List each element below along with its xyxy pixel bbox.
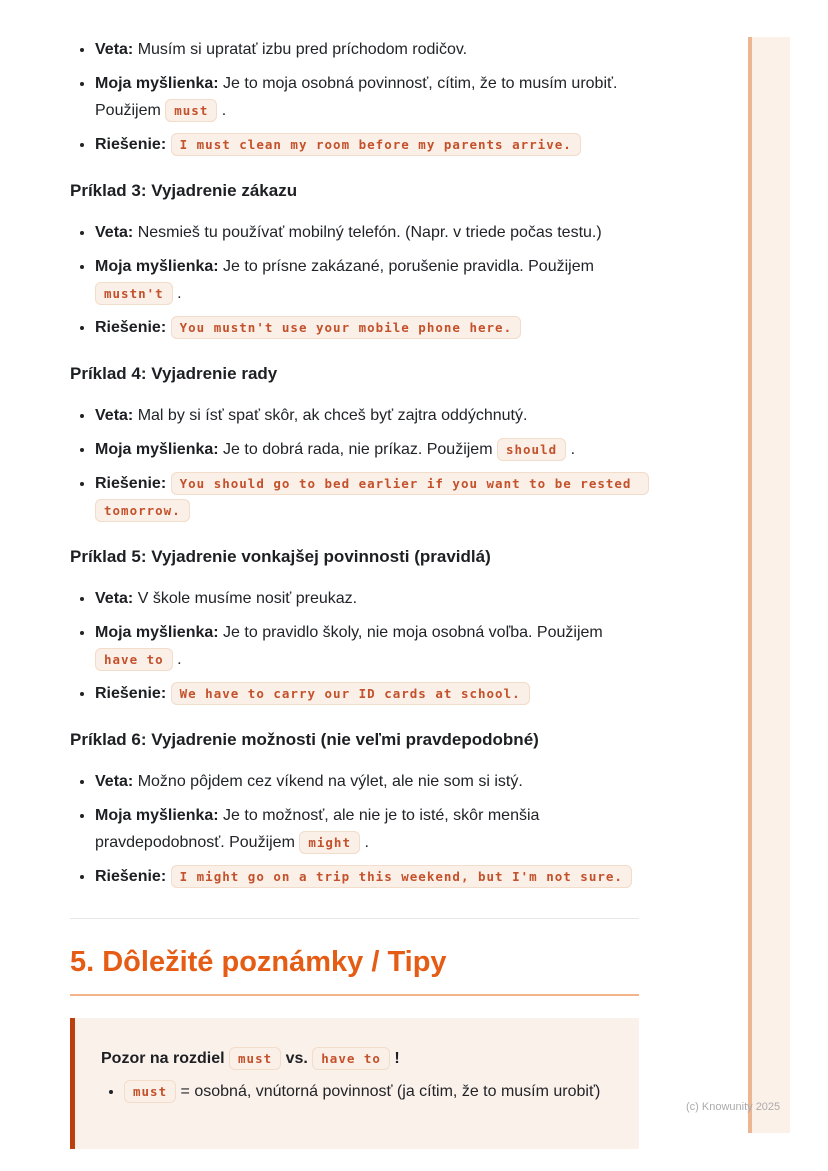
list-item: [95, 863, 639, 890]
bold-label: !: [389, 1050, 400, 1067]
inline-code-chip: must: [229, 1047, 281, 1070]
bold-label: Moja myšlienka:: [95, 624, 219, 641]
bold-label: Pozor na rozdiel: [101, 1050, 230, 1067]
list-item: [95, 585, 639, 612]
text-run: Musím si upratať izbu pred príchodom rodičov.: [133, 41, 468, 58]
text-run: Je to pravidlo školy, nie moja osobná voľba. Použijem: [218, 624, 603, 641]
inline-code-chip: must: [165, 99, 217, 122]
inline-code-chip: might: [299, 831, 360, 854]
list-item: [95, 131, 639, 158]
list-item: [95, 619, 639, 673]
text-run: [166, 868, 170, 885]
bold-label: Moja myšlienka:: [95, 75, 219, 92]
bold-label: Veta:: [95, 224, 134, 241]
inline-code-chip: I must clean my room before my parents arrive.: [171, 133, 581, 156]
example-heading: Príklad 3: Vyjadrenie zákazu: [70, 181, 298, 200]
example-heading: Príklad 6: Vyjadrenie možnosti (nie veľmi pravdepodobné): [70, 730, 539, 749]
text-run: Je to prísne zakázané, porušenie pravidla. Použijem: [218, 258, 594, 275]
example-heading: Príklad 4: Vyjadrenie rady: [70, 364, 278, 383]
inline-code-chip: mustn't: [95, 282, 173, 305]
bold-label: Veta:: [95, 407, 134, 424]
bullet-list: [70, 36, 639, 158]
text-run: Je to možnosť, ale nie je to isté, skôr menšia pravdepodobnosť. Použijem: [95, 807, 540, 851]
bold-label: Riešenie:: [95, 868, 167, 885]
bullet-list: [70, 402, 639, 524]
bold-label: Moja myšlienka:: [95, 441, 219, 458]
bullet-list: [70, 219, 639, 341]
page-edge-stripe: [748, 37, 790, 1133]
bold-label: Moja myšlienka:: [95, 807, 219, 824]
text-run: Nesmieš tu používať mobilný telefón. (Napr. v triede počas testu.): [133, 224, 602, 241]
text-run: .: [360, 834, 369, 851]
text-run: Mal by si ísť spať skôr, ak chceš byť zajtra oddýchnutý.: [133, 407, 528, 424]
bullet-list: [70, 585, 639, 707]
page-section-heading: 5. Dôležité poznámky / Tipy: [70, 945, 639, 996]
list-item: [95, 36, 639, 63]
text-run: [166, 685, 170, 702]
text-run: [166, 475, 170, 492]
bold-label: Veta:: [95, 41, 134, 58]
section-divider: [70, 918, 639, 919]
text-run: [166, 136, 170, 153]
bold-label: Veta:: [95, 773, 134, 790]
text-run: [166, 319, 170, 336]
text-run: .: [172, 651, 182, 668]
list-item: [95, 70, 639, 124]
callout-box: [70, 1018, 639, 1149]
list-item: [95, 802, 639, 856]
bold-label: Riešenie:: [95, 475, 167, 492]
text-run: .: [566, 441, 576, 458]
list-item: [95, 436, 639, 463]
text-run: = osobná, vnútorná povinnosť (ja cítim, že to musím urobiť): [176, 1083, 601, 1100]
inline-code-chip: have to: [312, 1047, 390, 1070]
text-run: .: [172, 285, 182, 302]
text-run: .: [217, 102, 227, 119]
inline-code-chip: You mustn't use your mobile phone here.: [171, 316, 522, 339]
list-item: [95, 470, 639, 524]
watermark: (c) Knowunity 2025: [686, 1101, 781, 1113]
list-item: [95, 314, 639, 341]
example-heading: Príklad 5: Vyjadrenie vonkajšej povinnosti (pravidlá): [70, 547, 491, 566]
list-item: [95, 768, 639, 795]
document-content: [70, 36, 639, 1149]
text-run: Je to moja osobná povinnosť, cítim, že to musím urobiť. Použijem: [95, 75, 618, 119]
list-item: [95, 253, 639, 307]
callout-list: [101, 1078, 613, 1105]
bold-label: Moja myšlienka:: [95, 258, 219, 275]
bold-label: Veta:: [95, 590, 134, 607]
bold-label: vs.: [281, 1050, 313, 1067]
text-run: Je to dobrá rada, nie príkaz. Použijem: [218, 441, 497, 458]
callout-title: [101, 1045, 613, 1072]
inline-code-chip: We have to carry our ID cards at school.: [171, 682, 530, 705]
text-run: Možno pôjdem cez víkend na výlet, ale nie som si istý.: [133, 773, 523, 790]
callout-list-item: [124, 1078, 613, 1105]
bold-label: Riešenie:: [95, 319, 167, 336]
list-item: [95, 680, 639, 707]
bullet-list: [70, 768, 639, 890]
bold-label: Riešenie:: [95, 136, 167, 153]
list-item: [95, 402, 639, 429]
bold-label: Riešenie:: [95, 685, 167, 702]
list-item: [95, 219, 639, 246]
inline-code-chip: have to: [95, 648, 173, 671]
inline-code-chip: should: [497, 438, 566, 461]
inline-code-chip: You should go to bed earlier if you want to be rested tomorrow.: [95, 472, 649, 522]
text-run: V škole musíme nosiť preukaz.: [133, 590, 358, 607]
inline-code-chip: I might go on a trip this weekend, but I'm not sure.: [171, 865, 632, 888]
inline-code-chip: must: [124, 1080, 176, 1103]
